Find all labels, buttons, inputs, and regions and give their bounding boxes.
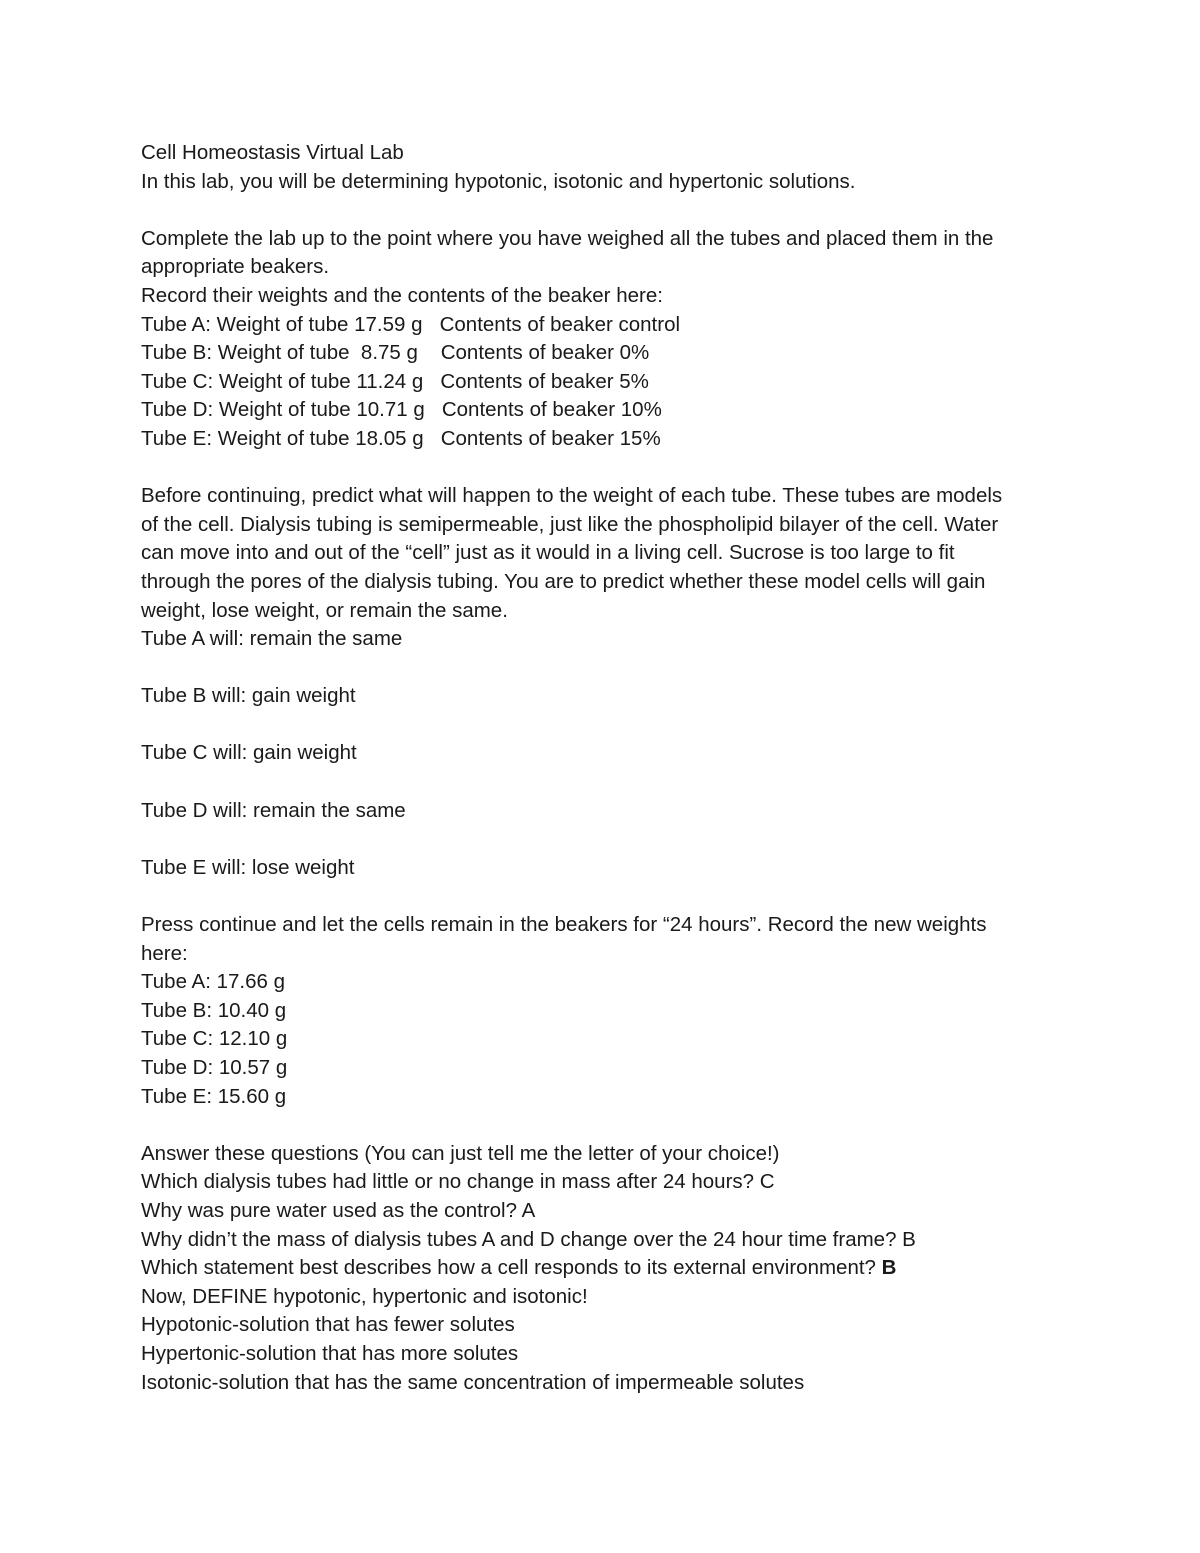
spacer: [141, 882, 1061, 911]
definition-hypotonic: Hypotonic-solution that has fewer solutes: [141, 1313, 515, 1337]
spacer: [141, 654, 1061, 683]
spacer: [141, 196, 1061, 225]
definition-isotonic: Isotonic-solution that has the same concentration of impermeable solutes: [141, 1370, 805, 1394]
tube-final-d: Tube D: 10.57 g: [141, 1056, 288, 1079]
tube-initial-b: Tube B: Weight of tube 8.75 g Contents of beaker 0%: [141, 341, 650, 365]
tube-final-b: Tube B: 10.40 g: [141, 998, 287, 1022]
tube-final-c: Tube C: 12.10 g: [141, 1027, 288, 1051]
question-4: [141, 1254, 1061, 1283]
tube-final-a: Tube A: 17.66 g: [141, 970, 285, 994]
prediction-tube-d: Tube D will: remain the same: [141, 798, 406, 822]
predict-paragraph-line-4: through the pores of the dialysis tubing. You are to predict whether these model cells will gain: [141, 569, 986, 593]
predict-paragraph-line-1: Before continuing, predict what will happen to the weight of each tube. These tubes are models: [141, 484, 1003, 508]
spacer: [141, 454, 1061, 483]
spacer: [141, 825, 1061, 854]
predict-paragraph-line-2: of the cell. Dialysis tubing is semipermeable, just like the phospholipid bilayer of the cell. Water: [141, 512, 999, 536]
tube-final-e: Tube E: 15.60 g: [141, 1084, 287, 1108]
tube-initial-c: Tube C: Weight of tube 11.24 g Contents of beaker 5%: [141, 369, 649, 393]
spacer: [141, 1111, 1061, 1140]
document-body: [141, 139, 1061, 1397]
question-1: Which dialysis tubes had little or no change in mass after 24 hours? C: [141, 1170, 775, 1194]
tube-initial-e: Tube E: Weight of tube 18.05 g Contents of beaker 15%: [141, 426, 661, 450]
questions-intro: Answer these questions (You can just tell me the letter of your choice!): [141, 1141, 780, 1165]
tube-initial-d: Tube D: Weight of tube 10.71 g Contents of beaker 10%: [141, 398, 662, 422]
instructions-line-2: appropriate beakers.: [141, 255, 330, 279]
define-prompt: Now, DEFINE hypotonic, hypertonic and isotonic!: [141, 1284, 588, 1308]
prediction-tube-a: Tube A will: remain the same: [141, 627, 403, 651]
question-3: Why didn’t the mass of dialysis tubes A and D change over the 24 hour time frame? B: [141, 1227, 916, 1251]
predict-paragraph-line-5: weight, lose weight, or remain the same.: [141, 598, 508, 622]
question-4-answer: B: [881, 1256, 897, 1280]
record-prompt: Record their weights and the contents of the beaker here:: [141, 283, 663, 307]
definition-hypertonic: Hypertonic-solution that has more solutes: [141, 1341, 519, 1365]
prediction-tube-c: Tube C will: gain weight: [141, 741, 357, 765]
prediction-tube-b: Tube B will: gain weight: [141, 684, 356, 708]
predict-paragraph-line-3: can move into and out of the “cell” just as it would in a living cell. Sucrose is too large to fit: [141, 541, 955, 565]
spacer: [141, 711, 1061, 740]
continue-line-2: here:: [141, 941, 188, 965]
question-4-text: Which statement best describes how a cell responds to its external environment?: [141, 1256, 882, 1280]
instructions-line-1: Complete the lab up to the point where you have weighed all the tubes and placed them in the: [141, 226, 994, 250]
question-2: Why was pure water used as the control? A: [141, 1198, 536, 1222]
intro-text: In this lab, you will be determining hypotonic, isotonic and hypertonic solutions.: [141, 169, 856, 193]
tube-initial-a: Tube A: Weight of tube 17.59 g Contents of beaker control: [141, 312, 681, 336]
prediction-tube-e: Tube E will: lose weight: [141, 855, 355, 879]
document-title: Cell Homeostasis Virtual Lab: [141, 141, 404, 164]
spacer: [141, 768, 1061, 797]
continue-line-1: Press continue and let the cells remain in the beakers for “24 hours”. Record the new weights: [141, 913, 987, 937]
